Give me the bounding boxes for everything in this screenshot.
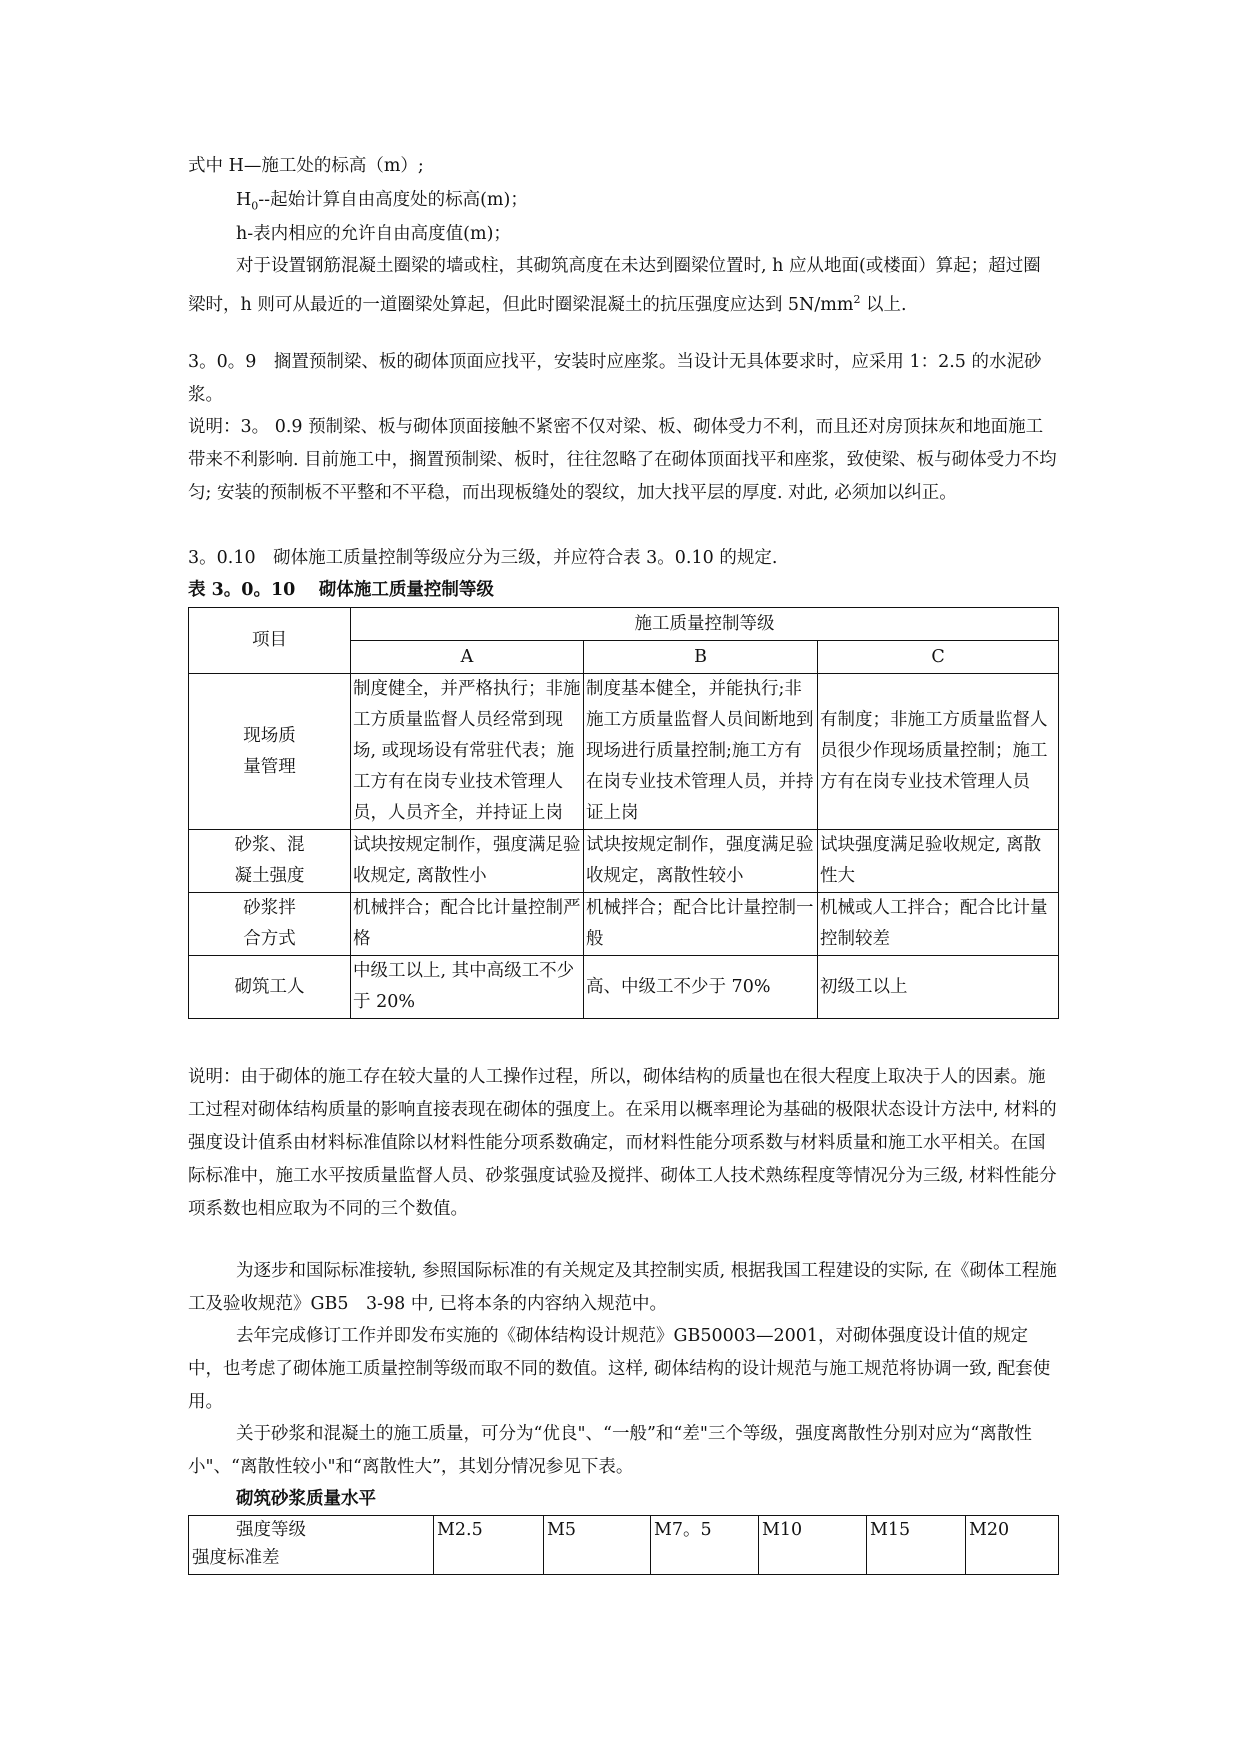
formula-note-h0: [236, 184, 1106, 223]
cell-c: 初级工以上: [818, 956, 1059, 1019]
ring-beam-paragraph: [188, 250, 1058, 322]
mortar-table-title: 砌筑砂浆质量水平: [236, 1489, 376, 1509]
table-row: [189, 830, 1059, 893]
unit-superscript: 2: [853, 293, 861, 306]
table-header-row: [189, 608, 1059, 641]
h0-description: --起始计算自由高度处的标高(m)；: [258, 190, 528, 210]
header-grade-c: C: [818, 641, 1059, 674]
grade-cell: M20: [966, 1516, 1059, 1575]
grade-cell: M2.5: [434, 1516, 544, 1575]
grade-cell: M15: [867, 1516, 966, 1575]
table-row: [189, 893, 1059, 956]
header-grade-a: A: [351, 641, 584, 674]
header-grade-group: 施工质量控制等级: [351, 608, 1059, 641]
formula-note-h: 式中 H—施工处的标高（m）;: [188, 156, 424, 176]
table-row: [189, 1516, 1059, 1575]
paragraph-mortar-quality: 关于砂浆和混凝土的施工质量，可分为“优良"、“一般”和“差"三个等级，强度离散性分别对应为“离散性小"、“离散性较小"和“离散性大”，其划分情况参见下表。: [188, 1424, 1032, 1477]
grade-cell: M5: [544, 1516, 651, 1575]
cell-b: 机械拌合；配合比计量控制一般: [584, 893, 818, 956]
table-row: [189, 674, 1059, 830]
formula-note-hval: h-表内相应的允许自由高度值(m)；: [236, 224, 511, 244]
row-item-site-management: 现场质 量管理: [189, 674, 351, 830]
ring-beam-text: 对于设置钢筋混凝土圈梁的墙或柱，其砌筑高度在未达到圈梁位置时, h 应从地面(或楼面）算起；超过圈梁时，h 则可从最近的一道圈梁处算起，但此时圈梁混凝土的抗压强度应达到 5N/mm: [188, 256, 1041, 315]
quality-control-grade-table: [188, 607, 1059, 1019]
paragraph-international: 为逐步和国际标准接轨, 参照国际标准的有关规定及其控制实质, 根据我国工程建设的实际, 在《砌体工程施工及验收规范》GB5 3-98 中, 已将本条的内容纳入规范中。: [188, 1261, 1057, 1314]
grade-cell: M7。5: [651, 1516, 759, 1575]
h0-subscript: 0: [251, 199, 259, 213]
strength-grade-header: 强度等级 强度标准差: [189, 1516, 434, 1575]
clause-3-0-10: 3。0.10 砌体施工质量控制等级应分为三级，并应符合表 3。0.10 的规定.: [188, 548, 778, 568]
table-3-0-10-title: 表 3。0。10 砌体施工质量控制等级: [188, 580, 494, 600]
row-item-workers: 砌筑工人: [189, 956, 351, 1019]
table-row: [189, 956, 1059, 1019]
header-grade-b: B: [584, 641, 818, 674]
note-3-0-9: 说明：3。 0.9 预制梁、板与砌体顶面接触不紧密不仅对梁、板、砌体受力不利，而且还对房顶抹灰和地面施工带来不利影响. 目前施工中，搁置预制梁、板时，往往忽略了在砌体顶面找平和座浆，致使梁、板与砌体受力不均匀; 安装的预制板不平整和不平稳，而出现板缝处的裂纹，加大找平层的厚度. 对此, 必须加以纠正。: [188, 417, 1057, 503]
cell-b: 制度基本健全，并能执行;非施工方质量监督人员间断地到现场进行质量控制;施工方有在岗专业技术管理人员，并持证上岗: [584, 674, 818, 830]
cell-a: 机械拌合；配合比计量控制严格: [351, 893, 584, 956]
header-item: 项目: [189, 608, 351, 674]
cell-a: 中级工以上, 其中高级工不少于 20%: [351, 956, 584, 1019]
cell-b: 试块按规定制作，强度满足验收规定，离散性较小: [584, 830, 818, 893]
cell-a: 制度健全，并严格执行；非施工方质量监督人员经常到现场, 或现场设有常驻代表；施工方有在岗专业技术管理人员，人员齐全，并持证上岗: [351, 674, 584, 830]
row-item-mixing: 砂浆拌 合方式: [189, 893, 351, 956]
h0-symbol: H: [236, 190, 252, 210]
cell-c: 有制度；非施工方质量监督人员很少作现场质量控制；施工方有在岗专业技术管理人员: [818, 674, 1059, 830]
clause-3-0-9: 3。0。9 搁置预制梁、板的砌体顶面应找平，安装时应座浆。当设计无具体要求时，应采用 1：2.5 的水泥砂浆。: [188, 352, 1042, 405]
cell-c: 试块强度满足验收规定, 离散性大: [818, 830, 1059, 893]
cell-c: 机械或人工拌合；配合比计量控制较差: [818, 893, 1059, 956]
note-3-0-10: 说明：由于砌体的施工存在较大量的人工操作过程，所以，砌体结构的质量也在很大程度上取决于人的因素。施工过程对砌体结构质量的影响直接表现在砌体的强度上。在采用以概率理论为基础的极限状态设计方法中, 材料的强度设计值系由材料标准值除以材料性能分项系数确定，而材料性能分项系数与材料质量和施工水平相关。在国际标准中，施工水平按质量监督人员、砂浆强度试验及搅拌、砌体工人技术熟练程度等情况分为三级, 材料性能分项系数也相应取为不同的三个数值。: [188, 1067, 1057, 1219]
mortar-quality-table: [188, 1515, 1059, 1575]
cell-b: 高、中级工不少于 70%: [584, 956, 818, 1019]
row-item-strength: 砂浆、混 凝土强度: [189, 830, 351, 893]
cell-a: 试块按规定制作，强度满足验收规定, 离散性小: [351, 830, 584, 893]
ring-beam-end: 以上.: [860, 294, 907, 315]
paragraph-revision: 去年完成修订工作并即发布实施的《砌体结构设计规范》GB50003—2001，对砌体强度设计值的规定中，也考虑了砌体施工质量控制等级而取不同的数值。这样, 砌体结构的设计规范与施工规范将协调一致, 配套使用。: [188, 1326, 1051, 1412]
grade-cell: M10: [759, 1516, 867, 1575]
